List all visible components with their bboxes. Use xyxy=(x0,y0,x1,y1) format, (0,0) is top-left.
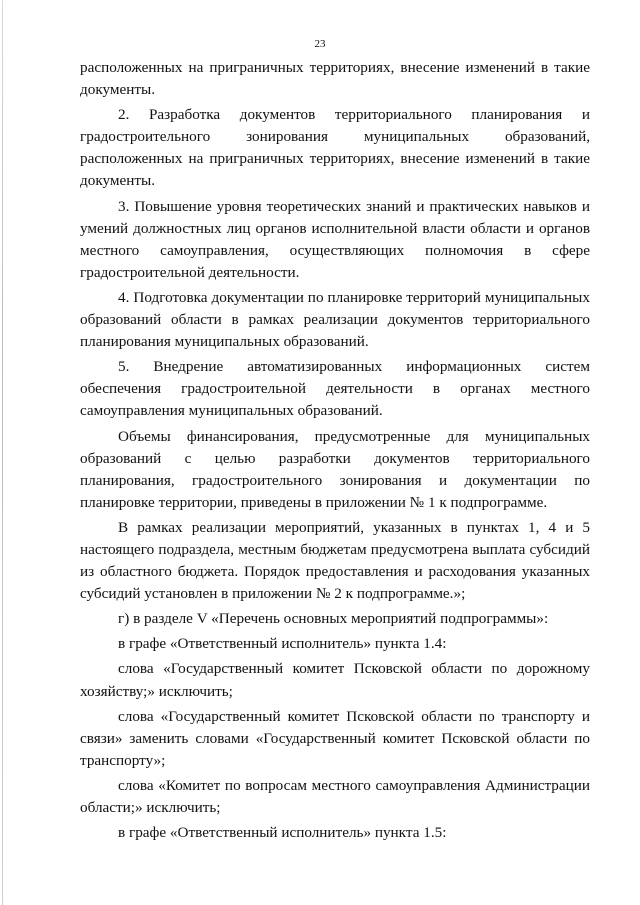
paragraph-exclude-committee: слова «Комитет по вопросам местного самоуправления Администрации области;» исключить; xyxy=(80,776,590,816)
paragraph-section-v: г) в разделе V «Перечень основных мероприятий подпрограммы»: xyxy=(118,610,549,628)
paragraph-replace-transport: слова «Государственный комитет Псковской области по транспорту и связи» заменить словами «Государственный комитет Псковской области по транспорту»; xyxy=(80,707,590,769)
paragraph-item-1-4: в графе «Ответственный исполнитель» пункта 1.4: xyxy=(118,635,447,653)
paragraph-item-5: 5. Внедрение автоматизированных информационных систем обеспечения градостроительной деятельности в органах местного самоуправления муниципальных образований. xyxy=(80,358,590,420)
paragraph-item-4: 4. Подготовка документации по планировке территорий муниципальных образований области в рамках реализации документов территориального планирования муниципальных образований. xyxy=(80,288,590,351)
document-body xyxy=(80,57,590,844)
scan-edge xyxy=(2,0,3,905)
paragraph-item-3: 3. Повышение уровня теоретических знаний и практических навыков и умений должностных лиц органов исполнительной власти области и органов местного самоуправления, осуществляющих полномочия в сфере градостроительной деятельности. xyxy=(80,197,590,281)
paragraph-continuation: расположенных на приграничных территориях, внесение изменений в такие документы. xyxy=(80,59,590,99)
page-number: 23 xyxy=(314,38,326,50)
paragraph-item-1-5: в графе «Ответственный исполнитель» пункта 1.5: xyxy=(118,824,447,842)
paragraph-exclude-road: слова «Государственный комитет Псковской области по дорожному хозяйству;» исключить; xyxy=(80,660,590,700)
paragraph-subsidies: В рамках реализации мероприятий, указанных в пунктах 1, 4 и 5 настоящего подраздела, местным бюджетам предусмотрена выплата субсидий из областного бюджета. Порядок предоставления и расходования указанных субсидий установлен в приложении № 2 к подпрограмме.»; xyxy=(80,518,590,603)
paragraph-item-2: 2. Разработка документов территориального планирования и градостроительного зонирования муниципальных образований, расположенных на приграничных территориях, внесение изменений в такие документы. xyxy=(80,106,590,190)
paragraph-funding: Объемы финансирования, предусмотренные для муниципальных образований с целью разработки документов территориального планирования, градостроительного зонирования и документации по планировке территории, приведены в приложении № 1 к подпрограмме. xyxy=(80,427,590,511)
